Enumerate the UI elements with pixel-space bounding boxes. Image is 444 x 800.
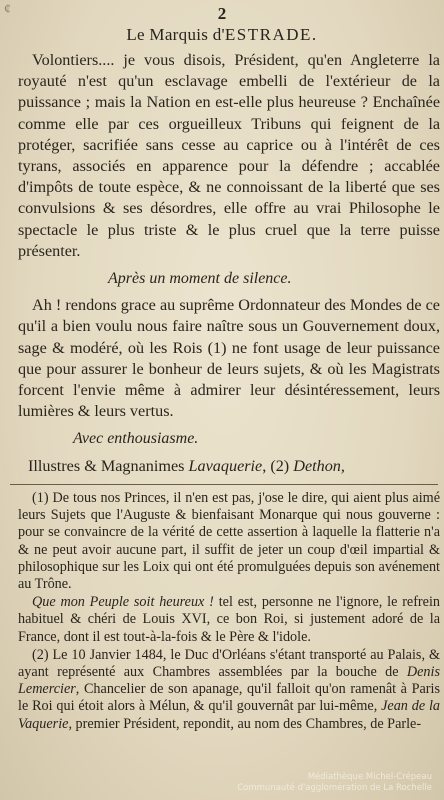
library-stamp-line-2: Communauté d'agglomération de La Rochelle xyxy=(237,783,432,793)
footnote-1-rest: tel est, personne ne l'ignore, le refrein habituel & chéri de Louis XVI, ce bon Roi, si justement adoré de la France, dont il est tout-à-la-fois & le Père & l'idole. xyxy=(18,594,440,645)
paragraph-2: Ah ! rendons grace au suprême Ordonnateur des Mondes de ce qu'il a bien voulu nous faire naître sous un Gouvernement doux, sage & modéré, où les Rois (1) ne font usage de leur puissance que pour assurer le bonheur de leurs sujets, & où les Magistrats forcent l'envie même à admirer leur désintéressement, leurs lumières & leurs vertus. xyxy=(18,296,440,421)
salutation-name-1: Lavaquerie xyxy=(188,456,263,475)
salutation-name-2: Dethon, xyxy=(293,456,345,475)
page-number: 2 xyxy=(217,4,227,23)
footnote-2 xyxy=(18,647,440,733)
page-header xyxy=(0,4,444,46)
salutation-mid: , (2) xyxy=(262,456,290,475)
footnote-2-part-b: , Chancelier de son apanage, qu'il falloit qu'on ramenât à Paris le Roi qui étoit alors à Mélun, & qu'il gouvernât par lui-même, xyxy=(18,681,440,715)
footnote-2-name-2: Jean de la Vaquerie xyxy=(18,698,440,732)
footnote-1-continued xyxy=(18,594,440,646)
footnote-divider xyxy=(10,484,438,485)
footnotes xyxy=(18,490,440,734)
running-title-caps: ESTRADE. xyxy=(224,25,318,44)
salutation-line xyxy=(18,456,440,477)
footnote-2-part-c: , premier Président, repondit, au nom des Chambres, de Parle- xyxy=(68,715,422,732)
library-stamp xyxy=(237,772,432,794)
footnote-1-quote: Que mon Peuple soit heureux ! xyxy=(32,594,214,611)
stage-direction-1: Après un moment de silence. xyxy=(108,270,292,288)
main-text xyxy=(18,50,440,477)
footnote-1: (1) De tous nos Princes, il n'en est pas, j'ose le dire, qui aient plus aimé leurs Sujets que l'Auguste & bienfaisant Monarque qui nous gouverne : pour se convaincre de la vérité de cette assertion à laquelle la flatterie n'a & ne peut avoir aucune part, il suffit de jeter un coup d'œil impartial & philosophique sur les Loix qui ont été promulguées depuis son avénement au Trône. xyxy=(18,490,440,593)
stage-direction-2: Avec enthousiasme. xyxy=(73,430,199,448)
salutation-text: Illustres & Magnanimes xyxy=(28,456,185,475)
corner-mark: ¢ xyxy=(4,2,11,17)
library-stamp-line-1: Médiathèque Michel-Crépeau xyxy=(307,772,432,782)
paragraph-1: Volontiers.... je vous disois, Président, qu'en Angleterre la royauté n'est qu'un esclavage embelli de l'extérieur de la puissance ; mais la Nation en est-elle plus heureuse ? Enchaînée comme elle par ces orgueilleux Tribuns qui feignent de la protéger, sacrifiée sans cesse au caprice ou à l'intérêt de ces tyrans, associés en apparence pour la défendre ; accablée d'impôts de toute espèce, & ne connoissant de la liberté que ses convulsions & ses désordres, elle offre au vrai Philosophe le spectacle le plus triste & le plus cruel que la terre puisse présenter. xyxy=(18,51,440,260)
footnote-2-part-a: (2) Le 10 Janvier 1484, le Duc d'Orléans s'étant transporté au Palais, & ayant représenté aux Chambres assemblées par la bouche de xyxy=(18,646,440,681)
footnote-2-name-1: Denis Lemercier xyxy=(18,664,440,698)
running-title-prefix: Le Marquis d' xyxy=(126,25,225,44)
running-title xyxy=(0,24,444,46)
